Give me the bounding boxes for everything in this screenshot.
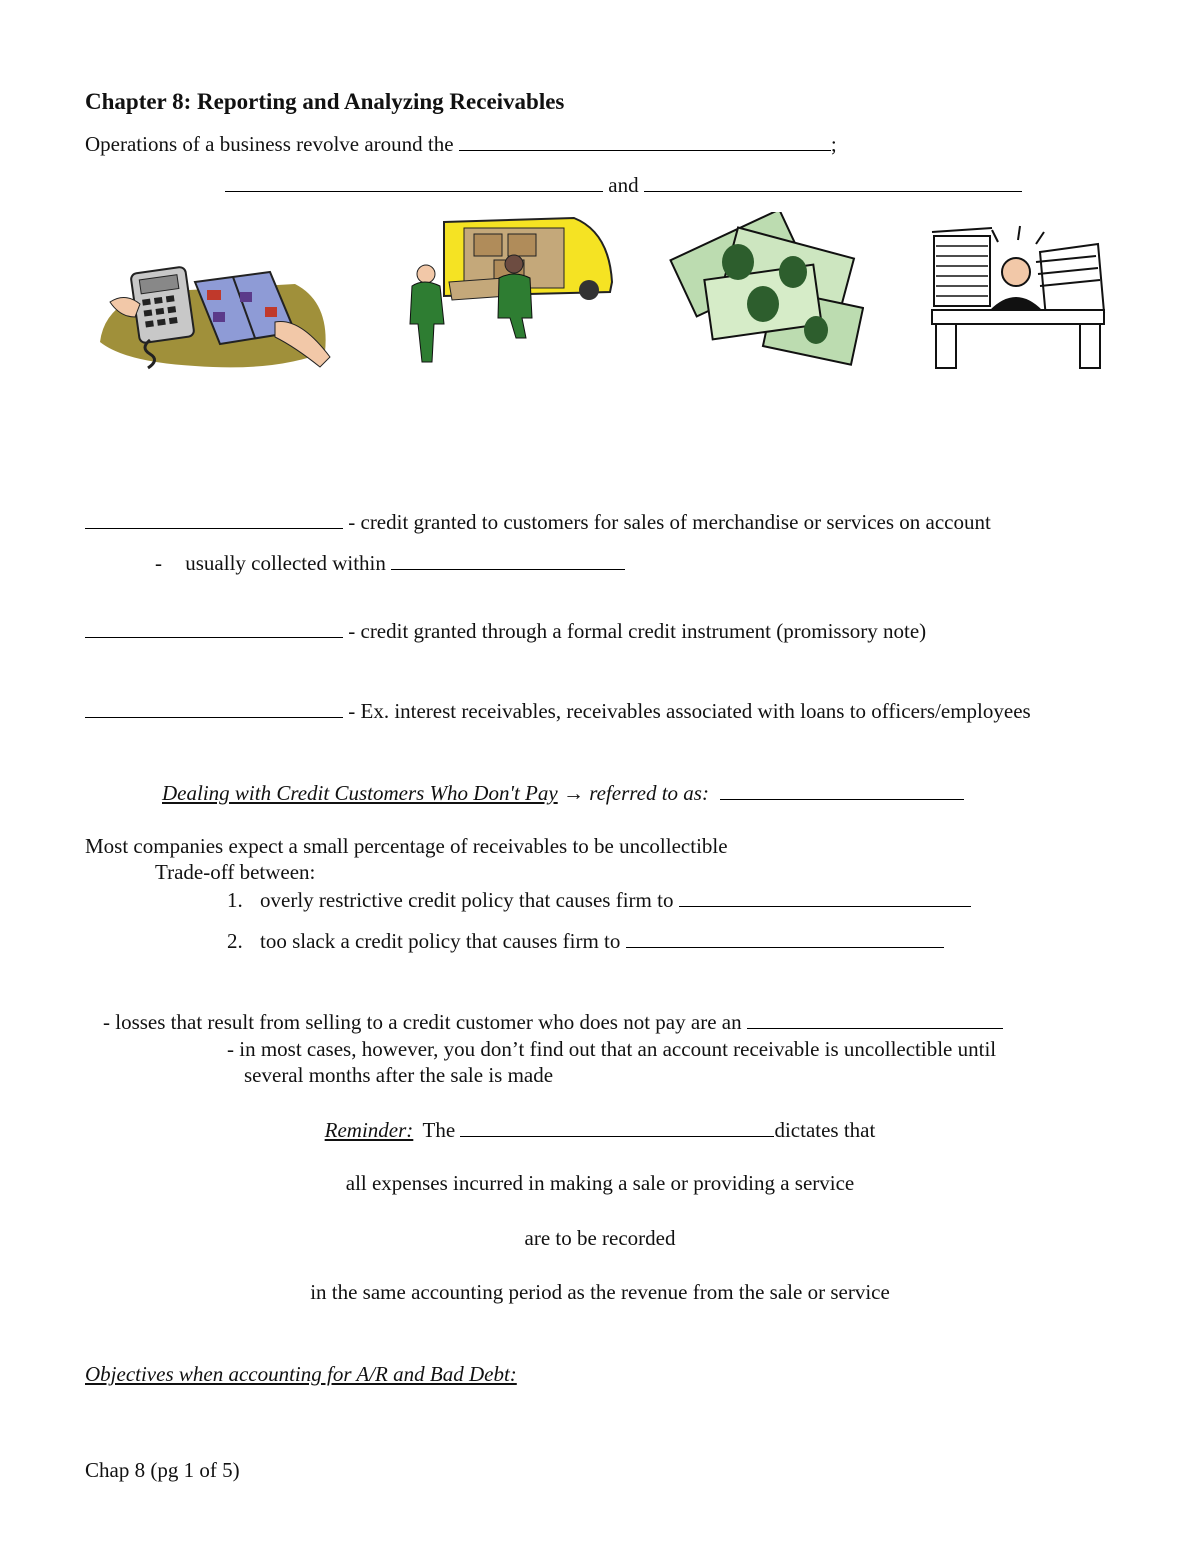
losses-text: - losses that result from selling to a credit customer who does not pay are an bbox=[103, 1010, 742, 1034]
list-number: 2. bbox=[227, 929, 243, 953]
intro-text: Operations of a business revolve around the bbox=[85, 132, 454, 156]
definition-row bbox=[85, 618, 926, 644]
fill-blank[interactable] bbox=[747, 1009, 1003, 1029]
losses-line-3: several months after the sale is made bbox=[244, 1063, 554, 1087]
reminder-row bbox=[0, 1117, 1200, 1143]
reminder-the: The bbox=[422, 1118, 456, 1142]
tradeoff-line: Trade-off between: bbox=[155, 860, 316, 884]
intro-semicolon: ; bbox=[830, 132, 837, 156]
reminder-dictates: dictates that bbox=[774, 1118, 876, 1142]
reminder-line-4: in the same accounting period as the revenue from the sale or service bbox=[310, 1280, 890, 1304]
collected-text: usually collected within bbox=[185, 551, 386, 575]
fill-blank[interactable] bbox=[679, 887, 971, 907]
list-text: overly restrictive credit policy that causes firm to bbox=[260, 888, 674, 912]
collected-row bbox=[155, 550, 625, 576]
list-item bbox=[227, 928, 944, 954]
definition-row bbox=[85, 509, 991, 535]
fill-blank[interactable] bbox=[85, 509, 343, 529]
fill-blank[interactable] bbox=[225, 172, 603, 192]
delivery-truck-icon bbox=[404, 212, 614, 368]
page-footer: Chap 8 (pg 1 of 5) bbox=[85, 1458, 240, 1482]
list-text: too slack a credit policy that causes firm to bbox=[260, 929, 621, 953]
fill-blank[interactable] bbox=[85, 618, 343, 638]
reminder-line-2: all expenses incurred in making a sale or providing a service bbox=[345, 1171, 855, 1195]
dealing-heading: Dealing with Credit Customers Who Don't Pay bbox=[162, 781, 558, 805]
fill-blank[interactable] bbox=[644, 172, 1022, 192]
arrow-icon: → bbox=[562, 781, 584, 805]
dealing-row bbox=[162, 780, 964, 806]
paperwork-desk-icon bbox=[928, 222, 1108, 370]
losses-row bbox=[103, 1009, 1003, 1035]
losses-line-2: - in most cases, however, you don’t find out that an account receivable is uncollectible until bbox=[227, 1037, 997, 1061]
fill-blank[interactable] bbox=[460, 1117, 774, 1137]
money-bills-icon bbox=[668, 212, 864, 372]
fill-blank[interactable] bbox=[720, 780, 964, 800]
bullet-dash: - bbox=[155, 551, 162, 575]
fill-blank[interactable] bbox=[85, 698, 343, 718]
phone-catalog-order-icon bbox=[95, 262, 335, 374]
definition-text: - Ex. interest receivables, receivables associated with loans to officers/employees bbox=[348, 699, 1031, 723]
intro-line-1 bbox=[85, 131, 837, 157]
objectives-heading: Objectives when accounting for A/R and Bad Debt: bbox=[85, 1362, 517, 1386]
definition-text: - credit granted to customers for sales of merchandise or services on account bbox=[348, 510, 991, 534]
reminder-label: Reminder: bbox=[324, 1118, 414, 1142]
referred-text: referred to as: bbox=[589, 781, 709, 805]
reminder-line-3: are to be recorded bbox=[524, 1226, 676, 1250]
list-number: 1. bbox=[227, 888, 243, 912]
fill-blank[interactable] bbox=[459, 131, 831, 151]
fill-blank[interactable] bbox=[391, 550, 625, 570]
page-title: Chapter 8: Reporting and Analyzing Receivables bbox=[85, 89, 565, 114]
fill-blank[interactable] bbox=[626, 928, 944, 948]
definition-text: - credit granted through a formal credit instrument (promissory note) bbox=[348, 619, 927, 643]
definition-row bbox=[85, 698, 1031, 724]
most-line: Most companies expect a small percentage of receivables to be uncollectible bbox=[85, 834, 728, 858]
list-item bbox=[227, 887, 971, 913]
intro-and: and bbox=[608, 173, 639, 197]
intro-line-2 bbox=[225, 172, 1022, 198]
